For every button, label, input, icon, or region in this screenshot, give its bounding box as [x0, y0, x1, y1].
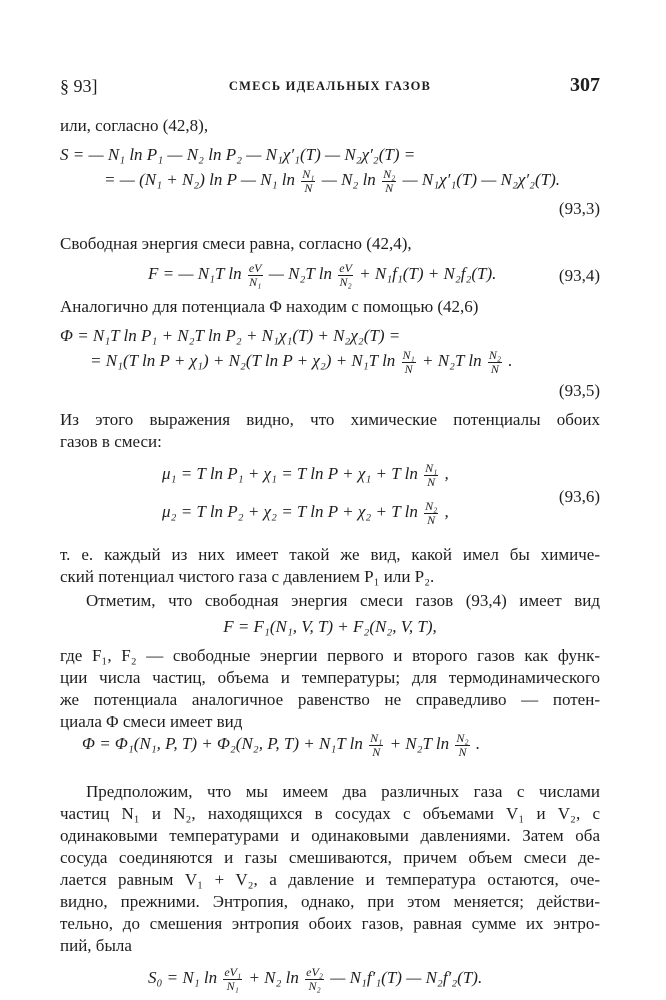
frac-den: N	[427, 512, 436, 527]
fraction	[424, 462, 438, 488]
text-line: Отметим, что свободная энергия смеси газов (93,4) имеет вид	[86, 591, 600, 610]
frac-num: N₁	[370, 731, 383, 745]
frac-num: eV	[339, 261, 352, 275]
eq-part: F = — N₁T ln	[148, 264, 242, 283]
eq-part: = — (N₁ + N₂) ln P — N₁ ln	[104, 170, 296, 189]
text-line: тельно, до смешения энтропия обоих газов, равная сумме их энтро-	[60, 914, 600, 933]
fraction	[402, 349, 416, 375]
equation-number: (93,5)	[558, 381, 600, 400]
text-line: пий, была	[60, 936, 132, 955]
frac-den: N	[427, 474, 436, 489]
frac-den: N₁	[226, 978, 239, 993]
fraction	[301, 168, 315, 194]
book-page	[60, 70, 600, 993]
equation-93-5-line-1: Φ = N₁T ln P₁ + N₂T ln P₂ + N₁χ₁(T) + N₂χ₂(T) =	[60, 326, 401, 345]
text-line: лается равным V₁ + V₂, а давление и температура остаются, оче-	[60, 870, 600, 889]
frac-den: N₂	[308, 978, 321, 993]
text-line: газов в смеси:	[60, 432, 162, 451]
text-line: Предположим, что мы имеем два различных газа с числами	[86, 782, 600, 801]
eq-part: S₀ = N₁ ln	[148, 968, 218, 987]
text-line: же потенциала аналогичное равенство не справедливо — потен-	[60, 690, 600, 709]
eq-part: Φ = Φ₁(N₁, P, T) + Φ₂(N₂, P, T) + N₁T ln	[82, 734, 363, 753]
fraction	[488, 349, 502, 375]
frac-num: N₂	[456, 731, 469, 745]
frac-den: N	[304, 180, 313, 195]
text-line: где F₁, F₂ — свободные энергии первого и второго газов как функ-	[60, 646, 600, 665]
equation-93-5-line-2	[60, 349, 600, 375]
equation-number: (93,3)	[558, 199, 600, 218]
equation-93-3-line-1: S = — N₁ ln P₁ — N₂ ln P₂ — N₁χ′₁(T) — N₂χ′₂(T) =	[60, 145, 416, 164]
frac-num: eV₂	[306, 965, 323, 979]
eq-part: + N₁f₁(T) + N₂f₂(T).	[359, 264, 497, 283]
eq-part: = N₁(T ln P + χ₁) + N₂(T ln P + χ₂) + N₁T ln	[90, 351, 396, 370]
frac-den: N	[404, 361, 413, 376]
frac-num: N₂	[488, 348, 502, 362]
eq-part: ,	[444, 502, 449, 521]
frac-den: N₁	[249, 274, 262, 289]
page-header	[60, 70, 600, 100]
eq-part: μ₁ = T ln P₁ + χ₁ = T ln P + χ₁ + T ln	[162, 464, 418, 483]
eq-part: — N₁χ′₁(T) — N₂χ′₂(T).	[402, 170, 560, 189]
frac-den: N	[458, 744, 467, 759]
equation-number: (93,6)	[558, 487, 600, 506]
frac-den: N	[385, 180, 394, 195]
text-line: или, согласно (42,8),	[60, 116, 209, 135]
section-reference: § 93]	[60, 76, 98, 96]
text-line: одинаковыми температурами и одинаковыми давлениями. Затем оба	[60, 826, 600, 845]
equation-thermodynamic-potential	[60, 732, 600, 758]
equation-number: (93,4)	[558, 266, 600, 285]
eq-part: + N₂T ln	[389, 734, 450, 753]
equation-93-3-line-2	[60, 168, 600, 194]
frac-num: eV	[248, 261, 262, 275]
text-line: частиц N₁ и N₂, находящихся в сосудах с объемами V₁ и V₂, с	[60, 804, 600, 823]
fraction	[223, 966, 242, 992]
frac-num: N₁	[425, 461, 438, 475]
text-line: Свободная энергия смеси равна, согласно (42,4),	[60, 234, 412, 253]
frac-num: eV₁	[224, 965, 242, 979]
page-number: 307	[570, 74, 600, 96]
text-line: сосуда соединяются и газы смешиваются, причем объем смеси де-	[60, 848, 600, 867]
text-line: ский потенциал чистого газа с давлением P₁ или P₂.	[60, 567, 435, 586]
eq-part: — N₂T ln	[268, 264, 332, 283]
eq-part: μ₂ = T ln P₂ + χ₂ = T ln P + χ₂ + T ln	[162, 502, 418, 521]
eq-part: .	[508, 351, 513, 370]
eq-part: — N₂ ln	[321, 170, 376, 189]
text-line: Аналогично для потенциала Φ находим с помощью (42,6)	[60, 297, 479, 316]
frac-num: N₂	[383, 167, 396, 181]
fraction	[305, 966, 324, 992]
equation-free-energy: F = F₁(N₁, V, T) + F₂(N₂, V, T),	[223, 617, 437, 636]
text-line: циала Φ смеси имеет вид	[60, 712, 243, 731]
eq-part: — N₁f′₁(T) — N₂f′₂(T).	[330, 968, 483, 987]
fraction	[369, 732, 383, 758]
fraction	[382, 168, 396, 194]
text-line: Из этого выражения видно, что химические потенциалы обоих	[60, 410, 600, 429]
running-title: СМЕСЬ ИДЕАЛЬНЫХ ГАЗОВ	[228, 79, 432, 93]
text-line: т. е. каждый из них имеет такой же вид, какой имел бы химиче-	[60, 545, 600, 564]
eq-part: .	[475, 734, 481, 753]
frac-den: N₂	[339, 274, 352, 289]
frac-num: N₁	[302, 167, 315, 181]
equation-initial-entropy	[60, 966, 600, 992]
frac-den: N	[372, 744, 381, 759]
text-line: ции числа частиц, объема и температуры; для термодинамического	[60, 668, 600, 687]
fraction	[455, 732, 469, 758]
text-line: видно, прежними. Энтропия, однако, при этом меняется; действи-	[60, 892, 600, 911]
frac-num: N₁	[402, 348, 415, 362]
frac-den: N	[490, 361, 499, 376]
equation-93-6-line-1	[60, 462, 600, 488]
frac-num: N₂	[425, 499, 438, 513]
eq-part: + N₂T ln	[421, 351, 482, 370]
eq-part: + N₂ ln	[248, 968, 299, 987]
eq-part: ,	[444, 464, 449, 483]
